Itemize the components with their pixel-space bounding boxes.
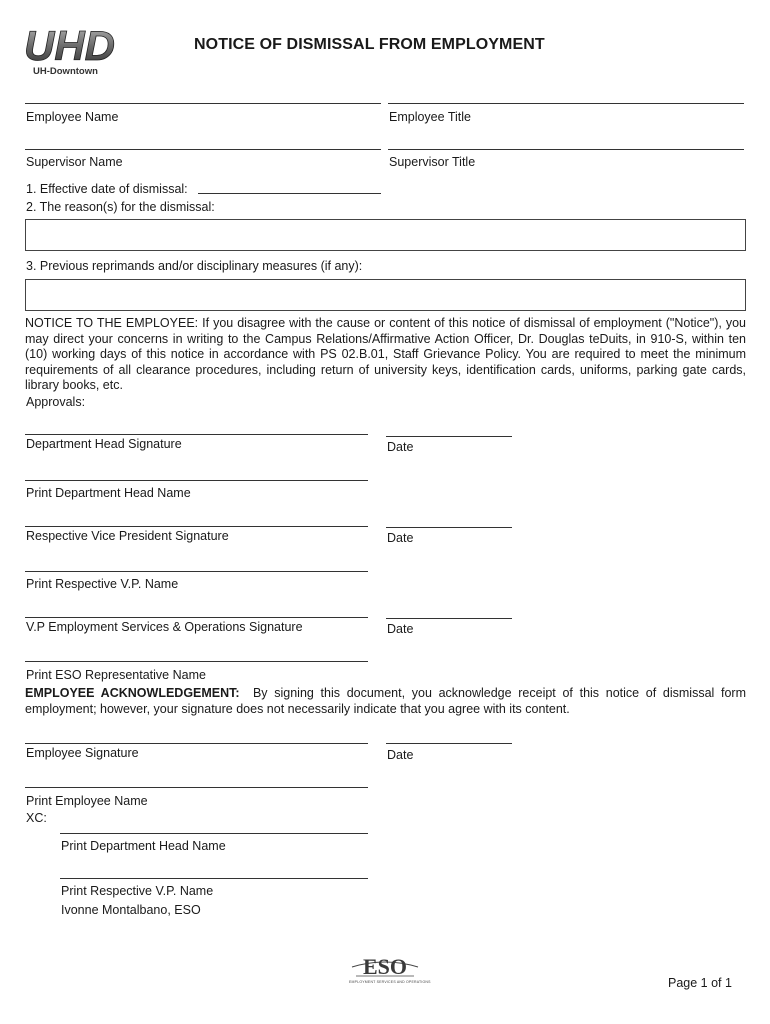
vp-date-label: Date bbox=[387, 531, 414, 545]
xc-dept-head-label: Print Department Head Name bbox=[61, 839, 226, 853]
print-dept-head-name-label: Print Department Head Name bbox=[26, 486, 191, 500]
supervisor-title-line[interactable] bbox=[388, 149, 744, 150]
xc-eso-person: Ivonne Montalbano, ESO bbox=[61, 903, 201, 917]
previous-reprimands-label: 3. Previous reprimands and/or disciplinary measures (if any): bbox=[26, 259, 363, 273]
effective-date-label: 1. Effective date of dismissal: bbox=[26, 182, 188, 196]
logo-subtitle: UH-Downtown bbox=[33, 66, 98, 77]
page-number: Page 1 of 1 bbox=[668, 976, 732, 990]
eso-logo-mark bbox=[350, 949, 420, 981]
print-dept-head-name-line[interactable] bbox=[25, 480, 368, 481]
xc-label: XC: bbox=[26, 811, 47, 825]
xc-dept-head-line[interactable] bbox=[60, 833, 368, 834]
vp-date-line[interactable] bbox=[386, 527, 512, 528]
dept-head-signature-label: Department Head Signature bbox=[26, 437, 182, 451]
eso-logo bbox=[350, 949, 420, 981]
employee-title-label: Employee Title bbox=[389, 110, 471, 124]
eso-signature-label: V.P Employment Services & Operations Signature bbox=[26, 620, 303, 634]
eso-signature-line[interactable] bbox=[25, 617, 368, 618]
reasons-box[interactable] bbox=[25, 219, 746, 251]
print-employee-name-line[interactable] bbox=[25, 787, 368, 788]
employee-signature-label: Employee Signature bbox=[26, 746, 139, 760]
print-employee-name-label: Print Employee Name bbox=[26, 794, 148, 808]
employee-title-line[interactable] bbox=[388, 103, 744, 104]
supervisor-title-label: Supervisor Title bbox=[389, 155, 476, 169]
reasons-label: 2. The reason(s) for the dismissal: bbox=[26, 200, 215, 214]
xc-vp-line[interactable] bbox=[60, 878, 368, 879]
notice-paragraph: NOTICE TO THE EMPLOYEE: If you disagree with the cause or content of this notice of dismissal of employment ("Notice"), you may direct your concerns in writing to the Campus Relations/Affirmative Action Officer, Dr. Douglas teDuits, in 910-S, within ten (10) working days of this notice in accordance with PS 02.B.01, Staff Grievance Policy. You are required to meet the minimum requirements of all clearance procedures, including return of university keys, identification cards, uniforms, parking gate cards, library books, etc. bbox=[25, 316, 746, 392]
uhd-logo-mark bbox=[22, 22, 118, 70]
vp-signature-label: Respective Vice President Signature bbox=[26, 529, 229, 543]
dept-head-date-line[interactable] bbox=[386, 436, 512, 437]
employee-signature-line[interactable] bbox=[25, 743, 368, 744]
acknowledgement-heading: EMPLOYEE ACKNOWLEDGEMENT: bbox=[25, 686, 240, 700]
dept-head-date-label: Date bbox=[387, 440, 414, 454]
approvals-label: Approvals: bbox=[26, 395, 86, 409]
dept-head-signature-line[interactable] bbox=[25, 434, 368, 435]
supervisor-name-line[interactable] bbox=[25, 149, 381, 150]
vp-signature-line[interactable] bbox=[25, 526, 368, 527]
eso-date-label: Date bbox=[387, 622, 414, 636]
employee-name-line[interactable] bbox=[25, 103, 381, 104]
employee-date-label: Date bbox=[387, 748, 414, 762]
svg-text:UHD: UHD bbox=[24, 22, 115, 69]
eso-logo-subtitle: EMPLOYMENT SERVICES AND OPERATIONS bbox=[349, 980, 431, 984]
acknowledgement-text: By signing this document, you acknowledge receipt of this notice of dismissal form employment; however, your signature does not necessarily indicate that you agree with its content. bbox=[25, 686, 746, 716]
print-vp-name-line[interactable] bbox=[25, 571, 368, 572]
eso-date-line[interactable] bbox=[386, 618, 512, 619]
xc-vp-label: Print Respective V.P. Name bbox=[61, 884, 214, 898]
svg-text:ESO: ESO bbox=[362, 954, 408, 979]
employee-name-label: Employee Name bbox=[26, 110, 119, 124]
print-vp-name-label: Print Respective V.P. Name bbox=[26, 577, 179, 591]
supervisor-name-label: Supervisor Name bbox=[26, 155, 123, 169]
print-eso-rep-name-label: Print ESO Representative Name bbox=[26, 668, 206, 682]
effective-date-line[interactable] bbox=[198, 193, 381, 194]
page-title: NOTICE OF DISMISSAL FROM EMPLOYMENT bbox=[194, 36, 545, 53]
previous-reprimands-box[interactable] bbox=[25, 279, 746, 311]
print-eso-rep-name-line[interactable] bbox=[25, 661, 368, 662]
acknowledgement-paragraph bbox=[25, 686, 746, 717]
employee-date-line[interactable] bbox=[386, 743, 512, 744]
